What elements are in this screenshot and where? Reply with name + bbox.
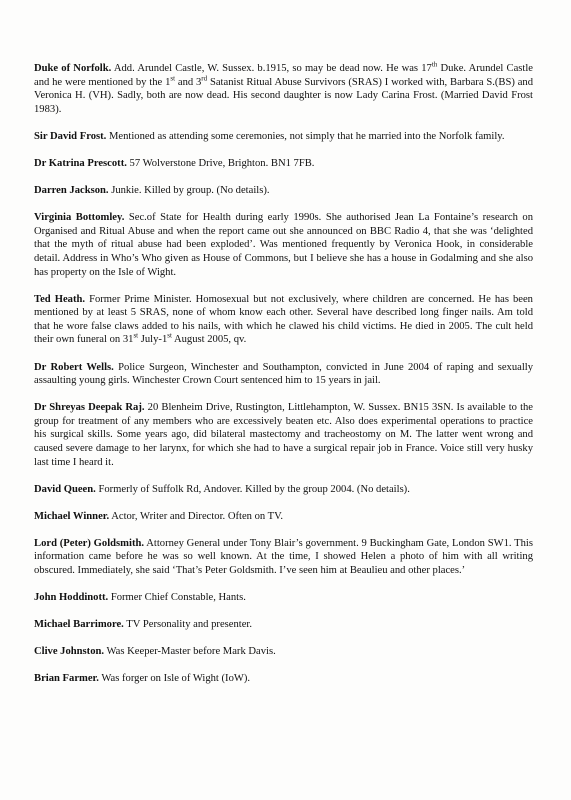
entry-name: Ted Heath. <box>34 293 86 305</box>
entry-text: and 3 <box>175 76 202 88</box>
entry-name: John Hoddinott. <box>34 592 109 604</box>
entry-text: 20 Blenheim Drive, Rustington, Littlehampton, W. Sussex. BN15 3SN. Is available to the group for treatment of any members who are excessively beaten etc. Also does experimental operations to practice his surgical skills. Some years ago, did bilateral mastectomy and tracheostomy on M. The latter went wrong and caused severe damage to her larynx, for which she had to have a surgical repair job in France. Voice still very husky last time I heard it. <box>34 402 534 468</box>
entry-name: Darren Jackson. <box>34 185 109 197</box>
ordinal-suffix: rd <box>201 74 208 83</box>
entry-text: Duke. Arundel Castle and he were mentioned by the 1 <box>34 63 533 88</box>
entry-text: Police Surgeon, Winchester and Southampton, convicted in June 2004 of raping and sexually assaulting young girls. Winchester Crown Court sentenced him to 15 years in jail. <box>34 361 534 387</box>
entry-name: Duke of Norfolk. <box>34 63 112 74</box>
ordinal-suffix: st <box>167 331 172 340</box>
entry-paragraph <box>34 645 533 659</box>
entry-text: July-1 <box>138 334 168 346</box>
entry-name: Michael Barrimore. <box>34 619 124 631</box>
entry-text: 57 Wolverstone Drive, Brighton. BN1 7FB. <box>126 157 315 169</box>
entry-paragraph <box>34 618 533 632</box>
entry-text: TV Personality and presenter. <box>123 619 253 631</box>
entry-paragraph <box>34 62 533 116</box>
entry-name: Dr Shreyas Deepak Raj. <box>34 402 145 414</box>
entry-name: Brian Farmer. <box>34 673 99 685</box>
entry-paragraph <box>34 361 533 388</box>
entry-text: Former Chief Constable, Hants. <box>108 592 246 604</box>
entry-paragraph <box>34 537 533 578</box>
entry-name: Clive Johnston. <box>34 646 105 658</box>
entry-paragraph <box>34 510 533 524</box>
entry-text: Add. Arundel Castle, W. Sussex. b.1915, so may be dead now. He was 17 <box>111 63 432 74</box>
entry-name: Lord (Peter) Goldsmith. <box>34 537 145 549</box>
entry-paragraph <box>34 672 533 686</box>
entry-paragraph <box>34 483 533 497</box>
entry-text: Was forger on Isle of Wight (IoW). <box>98 673 251 685</box>
entry-paragraph <box>34 293 533 347</box>
entry-text: Sec.of State for Health during early 1990s. She authorised Jean La Fontaine’s research on Organised and Ritual Abuse and when the report came out she announced on BBC Radio 4, that she was ‘delighted that the myth of ritual abuse had been exploded’. Was mentioned frequently by Veronica Hook, in considerable detail. Address in Who’s Who given as House of Commons, but I believe she has a house in Godalming and she also has property on the Isle of Wight. <box>34 212 533 278</box>
entry-paragraph <box>34 130 533 144</box>
entry-list <box>34 62 533 686</box>
entry-text: Mentioned as attending some ceremonies, not simply that he married into the Norfolk family. <box>106 130 505 142</box>
entry-text: Actor, Writer and Director. Often on TV. <box>109 510 284 522</box>
entry-text: Junkie. Killed by group. (No details). <box>108 185 270 197</box>
ordinal-suffix: st <box>170 74 176 83</box>
entry-name: David Queen. <box>34 483 96 495</box>
entry-paragraph <box>34 591 533 605</box>
ordinal-suffix: st <box>133 331 139 340</box>
entry-paragraph <box>34 211 533 279</box>
entry-name: Dr Robert Wells. <box>34 361 114 373</box>
entry-text: Former Prime Minister. Homosexual but not exclusively, where children are concerned. He has been mentioned by at least 5 SRAS, none of whom know each other. Several have described long finger nails. Am told that he wore false claws added to his nails, with which he clawed his child victims. He died in 2005. The cult held their own funeral on 31 <box>34 293 533 346</box>
entry-text: Satanist Ritual Abuse Survivors (SRAS) I worked with, Barbara S.(BS) and Veronica H. (VH). Sadly, both are now dead. His second daughter is now Lady Carina Frost. (Married David Frost 1983). <box>34 76 534 115</box>
entry-paragraph <box>34 157 533 171</box>
entry-text: Attorney General under Tony Blair’s government. 9 Buckingham Gate, London SW1. This information came before he was so well known. At the time, I showed Helen a photo of him with all writing obscured. Immediately, she said ‘That’s Peter Goldsmith. I’ve seen him at Beaulieu and other places.’ <box>34 537 533 577</box>
entry-text: Was Keeper-Master before Mark Davis. <box>104 646 276 658</box>
entry-name: Virginia Bottomley. <box>34 212 125 224</box>
entry-text: August 2005, qv. <box>171 334 247 346</box>
entry-name: Dr Katrina Prescott. <box>34 157 127 169</box>
entry-name: Michael Winner. <box>34 510 110 522</box>
entry-paragraph <box>34 401 533 469</box>
ordinal-suffix: th <box>431 60 438 69</box>
entry-paragraph <box>34 184 533 198</box>
entry-text: Formerly of Suffolk Rd, Andover. Killed by the group 2004. (No details). <box>95 483 410 495</box>
entry-name: Sir David Frost. <box>34 130 107 142</box>
